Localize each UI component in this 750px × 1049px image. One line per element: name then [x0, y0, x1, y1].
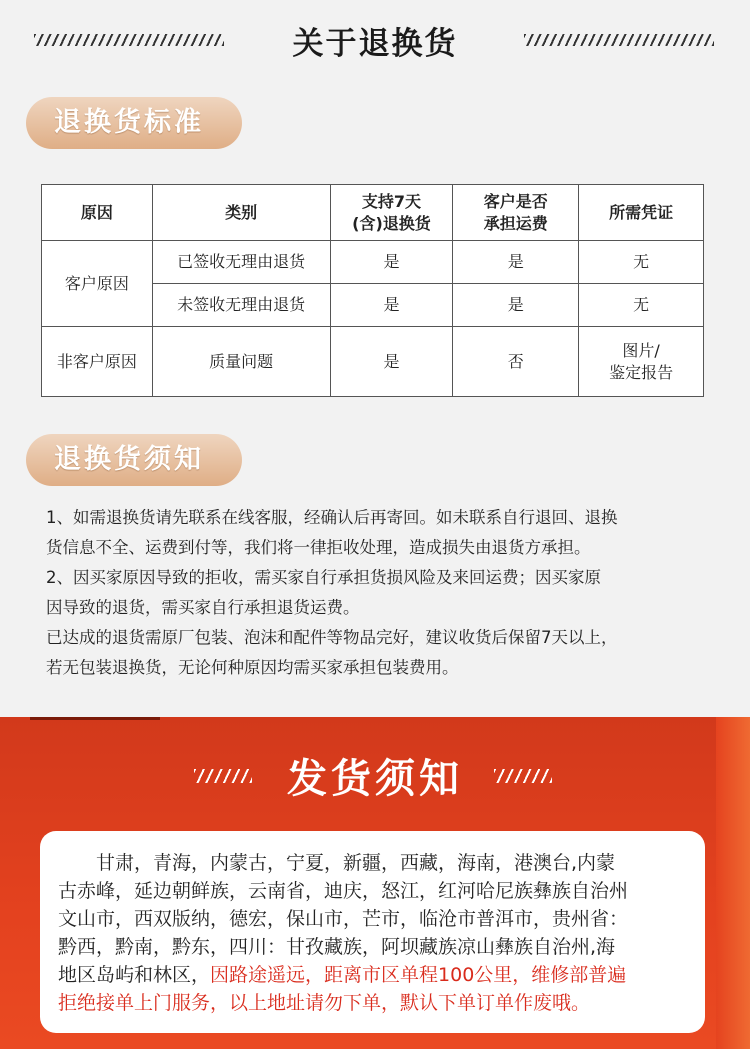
cell-pay: 是 — [453, 284, 579, 327]
shipping-section — [0, 717, 750, 1049]
returns-notice-text — [46, 503, 706, 683]
section-title-notice: 退换货须知 — [26, 434, 242, 486]
shipping-title: 发货须知 — [287, 756, 463, 802]
cell-category: 质量问题 — [152, 327, 330, 397]
notice-line: 货信息不全、运费到付等，我们将一律拒收处理，造成损失由退货方承担。 — [46, 538, 591, 557]
header-cell-shipping-fee: 客户是否 承担运费 — [453, 185, 579, 241]
table-row — [42, 241, 704, 284]
notice-line: 2、因买家原因导致的拒收，需买家自行承担货损风险及来回运费；因买家原 — [46, 568, 601, 587]
cell-support: 是 — [330, 241, 453, 284]
cell-category: 已签收无理由退货 — [152, 241, 330, 284]
divider — [30, 717, 160, 720]
shipping-line — [58, 961, 691, 989]
shipping-line: 甘肃，青海，内蒙古，宁夏，新疆，西藏，海南，港澳台,内蒙 — [96, 852, 616, 874]
cell-proof: 无 — [579, 284, 704, 327]
shipping-line: 古赤峰，延边朝鲜族，云南省，迪庆，怒江，红河哈尼族彝族自治州 — [58, 880, 629, 902]
header-cell-support: 支持7天 (含)退换货 — [330, 185, 453, 241]
header-cell-proof: 所需凭证 — [579, 185, 704, 241]
shipping-notice-card — [40, 831, 705, 1033]
shipping-text: 地区岛屿和林区， — [58, 964, 211, 986]
decorative-stripes-right — [494, 769, 552, 783]
notice-line: 1、如需退换货请先联系在线客服，经确认后再寄回。如未联系自行退回、退换 — [46, 508, 618, 527]
cell-category: 未签收无理由退货 — [152, 284, 330, 327]
cell-proof: 图片/ 鉴定报告 — [579, 327, 704, 397]
returns-standard-table — [41, 184, 704, 397]
shipping-line: 文山市，西双版纳，德宏，保山市，芒市，临沧市普洱市，贵州省： — [58, 908, 629, 930]
cell-support: 是 — [330, 284, 453, 327]
page-title: 关于退换货 — [292, 26, 458, 62]
shipping-line: 黔西，黔南，黔东，四川：甘孜藏族，阿坝藏族凉山彝族自治州,海 — [58, 936, 616, 958]
shipping-warning-text: 拒绝接单上门服务，以上地址请勿下单，默认下单订单作废哦。 — [58, 992, 591, 1014]
decorative-stripes-right — [524, 34, 714, 46]
notice-line: 因导致的退货，需买家自行承担退货运费。 — [46, 598, 360, 617]
header-cell-reason: 原因 — [42, 185, 153, 241]
cell-proof: 无 — [579, 241, 704, 284]
header — [0, 14, 750, 60]
header-cell-category: 类别 — [152, 185, 330, 241]
notice-line: 若无包装退换货，无论何种原因均需买家承担包装费用。 — [46, 658, 459, 677]
shipping-warning-text: 因路途遥远，距离市区单程100公里，维修部普遍 — [210, 964, 627, 986]
cell-pay: 否 — [453, 327, 579, 397]
cell-non-customer-reason: 非客户原因 — [42, 327, 153, 397]
table-header-row — [42, 185, 704, 241]
section-title-standard: 退换货标准 — [26, 97, 242, 149]
cell-pay: 是 — [453, 241, 579, 284]
table-row — [42, 327, 704, 397]
cell-support: 是 — [330, 327, 453, 397]
notice-line: 已达成的退货需原厂包装、泡沫和配件等物品完好，建议收货后保留7天以上， — [46, 628, 618, 647]
cell-customer-reason: 客户原因 — [42, 241, 153, 327]
